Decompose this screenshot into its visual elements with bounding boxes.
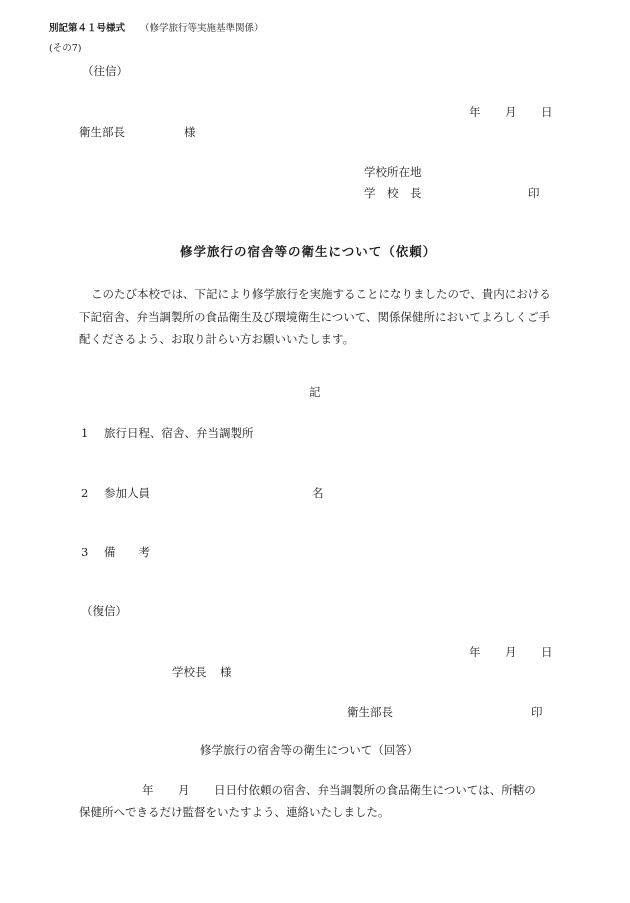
reply-title: 修学旅行の宿舎等の衛生について（回答） (200, 743, 419, 757)
item-3-number: 3 (81, 545, 89, 559)
outgoing-seal: 印 (528, 186, 540, 200)
form-reference: （修学旅行等実施基準関係） (140, 23, 264, 34)
ki-label: 記 (309, 385, 321, 399)
reply-recipient: 学校長 (172, 665, 207, 679)
item-2-label: 参加人員 (104, 486, 150, 500)
outgoing-recipient: 衛生部長 (79, 125, 125, 139)
reply-seal: 印 (531, 705, 543, 719)
outgoing-label: （往信） (82, 64, 128, 78)
item-2-number: 2 (81, 486, 89, 500)
form-sub-number: (その7) (49, 43, 82, 54)
reply-date-month: 月 (505, 645, 517, 659)
principal-label: 学 校 長 (364, 186, 422, 200)
reply-body-line2: 保健所へできるだけ監督をいたすよう、連絡いたしました。 (79, 805, 390, 819)
outgoing-date-day: 日 (541, 105, 553, 119)
outgoing-title: 修学旅行の宿舎等の衛生について（依頼） (180, 244, 437, 259)
reply-label: （復信） (81, 604, 127, 618)
item-3-label: 備 考 (104, 545, 150, 559)
item-2-suffix: 名 (312, 486, 324, 500)
outgoing-date-year: 年 (469, 105, 481, 119)
outgoing-body (79, 283, 554, 351)
reply-body-rest: 日日付依頼の宿舎、弁当調製所の食品衛生については、所轄の (214, 783, 536, 797)
outgoing-body-text: このたび本校では、下記により修学旅行を実施することになりましたので、貴内における下記宿舎、弁当調製所の食品衛生及び環境衛生について、関係保健所においてよろしくご手配くださるよう、お取り計らい方お願いいたします。 (79, 287, 551, 346)
reply-sender: 衛生部長 (347, 705, 393, 719)
outgoing-honorific: 様 (184, 125, 196, 139)
item-1-label: 旅行日程、宿舎、弁当調製所 (104, 426, 254, 440)
reply-honorific: 様 (220, 665, 232, 679)
reply-body-month: 月 (178, 783, 190, 797)
outgoing-date-month: 月 (505, 105, 517, 119)
reply-date-year: 年 (469, 645, 481, 659)
school-address-label: 学校所在地 (364, 165, 422, 179)
reply-date-day: 日 (541, 645, 553, 659)
reply-body-year: 年 (142, 783, 154, 797)
form-number: 別記第４１号様式 (49, 23, 126, 34)
item-1-number: 1 (81, 426, 89, 440)
